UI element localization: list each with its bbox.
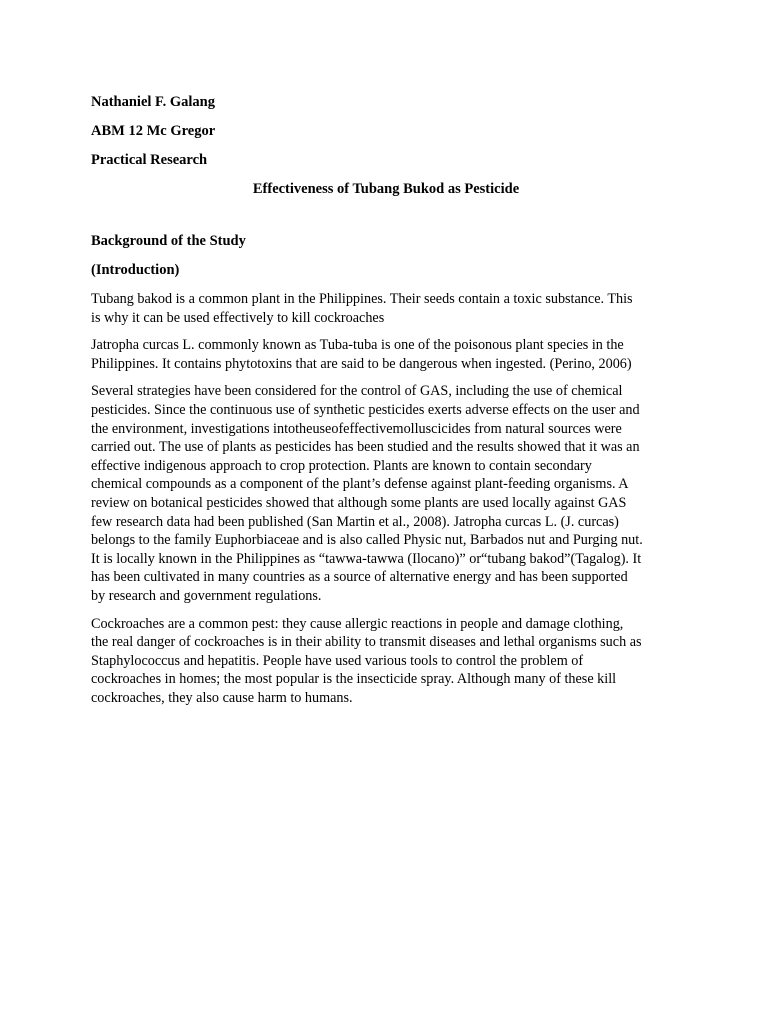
- paragraph-line: Cockroaches are a common pest: they cause allergic reactions in people and damage clothing,: [91, 615, 624, 632]
- paragraph-line: Staphylococcus and hepatitis. People have used various tools to control the problem of: [91, 652, 584, 669]
- paragraph-line: cockroaches, they also cause harm to humans.: [91, 689, 353, 706]
- paragraph-line: Tubang bakod is a common plant in the Philippines. Their seeds contain a toxic substance. This: [91, 291, 633, 307]
- paragraph-line: carried out. The use of plants as pesticides has been studied and the results showed that it was an: [91, 439, 640, 456]
- section-subheading: (Introduction): [91, 262, 180, 278]
- paragraph-line: has been cultivated in many countries as a source of alternative energy and has been supported: [91, 569, 628, 586]
- paragraph-line: cockroaches in homes; the most popular is the insecticide spray. Although many of these kill: [91, 671, 617, 688]
- paragraph-line: pesticides. Since the continuous use of synthetic pesticides exerts adverse effects on the user and: [91, 401, 640, 418]
- section-heading: Background of the Study: [91, 233, 246, 249]
- paragraph-line: Philippines. It contains phytotoxins that are said to be dangerous when ingested. (Perino, 2006): [91, 355, 632, 372]
- paragraph-line: is why it can be used effectively to kill cockroaches: [91, 309, 385, 326]
- document-title: Effectiveness of Tubang Bukod as Pesticide: [252, 181, 520, 197]
- paragraph-line: few research data had been published (San Martin et al., 2008). Jatropha curcas L. (J. curcas): [91, 513, 619, 530]
- paragraph-line: by research and government regulations.: [91, 587, 322, 604]
- paragraph-cockroaches: [91, 615, 681, 708]
- paragraph-line: Jatropha curcas L. commonly known as Tuba-tuba is one of the poisonous plant species in the: [91, 337, 624, 354]
- paragraph-line: Several strategies have been considered for the control of GAS, including the use of chemical: [91, 383, 623, 400]
- paragraph-line: review on botanical pesticides showed that although some plants are used locally against GAS: [91, 494, 627, 511]
- paragraph-line: effective indigenous approach to crop protection. Plants are known to contain secondary: [91, 457, 592, 474]
- author-name: Nathaniel F. Galang: [91, 94, 215, 110]
- subject-name: Practical Research: [91, 152, 208, 168]
- paragraph-line: chemical compounds as a component of the plant’s defense against plant-feeding organisms. A: [91, 476, 629, 493]
- paragraph-line: It is locally known in the Philippines as “tawwa-tawwa (Ilocano)” or“tubang bakod”(Tagalog). It: [91, 550, 642, 567]
- paragraph-line: the environment, investigations intotheuseofeffectivemolluscicides from natural sources were: [91, 420, 622, 437]
- paragraph-jatropha: [91, 336, 681, 373]
- paragraph-intro: [91, 290, 681, 327]
- paragraph-line: the real danger of cockroaches is in their ability to transmit diseases and lethal organisms such as: [91, 634, 642, 651]
- document-body: [91, 92, 681, 716]
- paragraph-line: belongs to the family Euphorbiaceae and is also called Physic nut, Barbados nut and Purging nut.: [91, 532, 643, 549]
- paragraph-strategies: [91, 382, 681, 605]
- class-section: ABM 12 Mc Gregor: [91, 123, 216, 139]
